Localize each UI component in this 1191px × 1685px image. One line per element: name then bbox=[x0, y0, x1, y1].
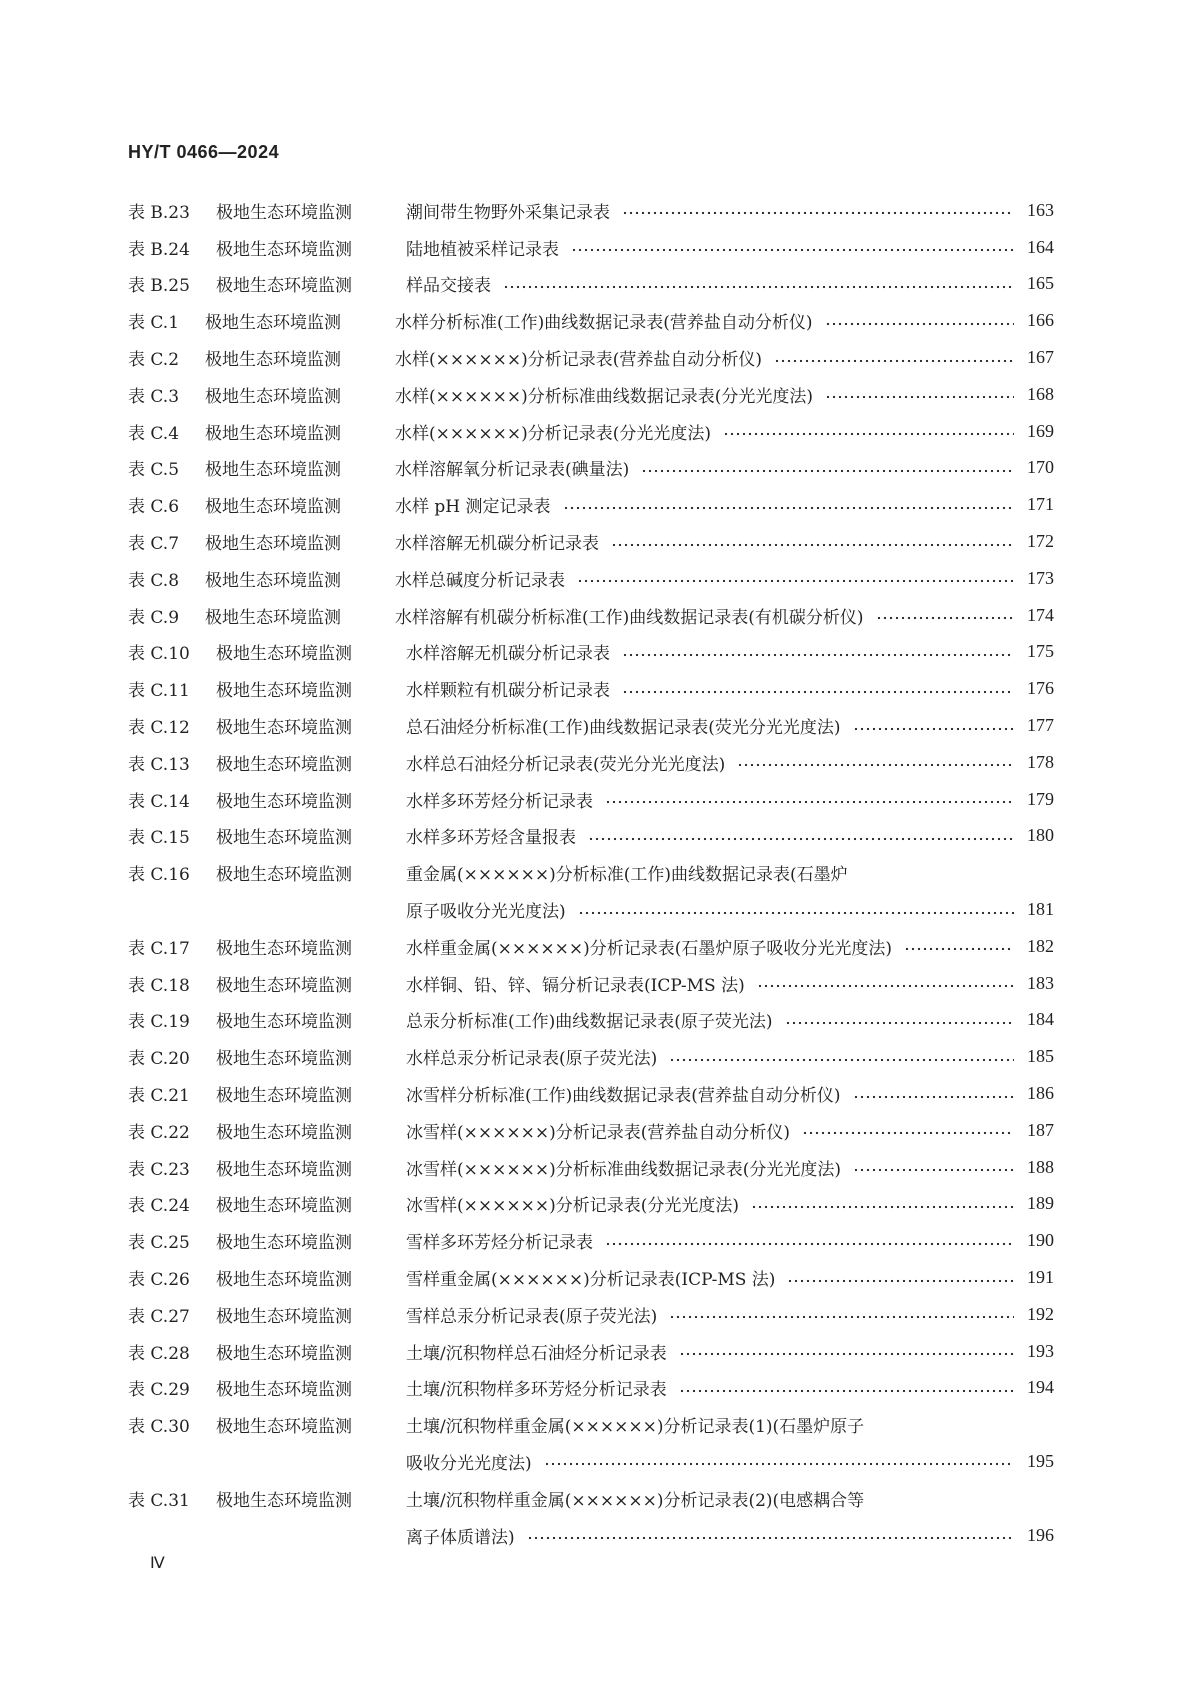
table-number: 表 C.10 bbox=[128, 644, 190, 665]
page-number: 194 bbox=[1027, 1377, 1054, 1398]
table-number: 表 C.15 bbox=[128, 828, 190, 849]
table-number: 表 C.29 bbox=[128, 1380, 190, 1401]
toc-entry[interactable] bbox=[128, 1186, 1054, 1223]
page-number: 185 bbox=[1027, 1046, 1054, 1067]
table-category: 极地生态环境监测 bbox=[216, 276, 352, 297]
table-category: 极地生态环境监测 bbox=[216, 681, 352, 702]
table-number: 表 C.18 bbox=[128, 975, 190, 996]
table-number: 表 C.31 bbox=[128, 1490, 190, 1511]
table-number: 表 C.1 bbox=[128, 313, 180, 334]
leader-dots bbox=[622, 211, 1014, 215]
leader-dots bbox=[787, 1279, 1014, 1283]
table-title: 土壤/沉积物样总石油烃分析记录表 bbox=[406, 1343, 667, 1364]
table-number: 表 C.14 bbox=[128, 791, 190, 812]
toc-entry[interactable] bbox=[128, 670, 1054, 707]
toc-line bbox=[128, 1002, 1054, 1039]
table-category: 极地生态环境监测 bbox=[216, 1049, 352, 1070]
toc-line bbox=[128, 1222, 1054, 1259]
toc-line bbox=[128, 339, 1054, 376]
table-category: 极地生态环境监测 bbox=[205, 350, 341, 371]
table-title: 离子体质谱法) bbox=[406, 1527, 515, 1548]
table-title: 水样 pH 测定记录表 bbox=[395, 497, 551, 518]
toc-entry[interactable] bbox=[128, 1112, 1054, 1149]
toc-entry[interactable] bbox=[128, 1370, 1054, 1407]
table-category: 极地生态环境监测 bbox=[216, 938, 352, 959]
leader-dots bbox=[669, 1315, 1014, 1319]
leader-dots bbox=[669, 1058, 1014, 1062]
table-title: 陆地植被采样记录表 bbox=[406, 239, 559, 260]
toc-entry[interactable] bbox=[128, 192, 1054, 229]
toc-entry[interactable] bbox=[128, 1149, 1054, 1186]
table-number: 表 C.8 bbox=[128, 570, 180, 591]
table-number: 表 C.30 bbox=[128, 1417, 190, 1438]
table-title: 水样铜、铅、锌、镉分析记录表(ICP-MS 法) bbox=[406, 975, 745, 996]
toc-line bbox=[128, 744, 1054, 781]
toc-line bbox=[128, 1296, 1054, 1333]
leader-dots bbox=[577, 579, 1014, 583]
page-number: 165 bbox=[1027, 273, 1054, 294]
table-title: 水样总石油烃分析记录表(荧光分光光度法) bbox=[406, 754, 726, 775]
table-title: 水样溶解无机碳分析记录表 bbox=[395, 534, 599, 555]
leader-dots bbox=[611, 543, 1014, 547]
toc-entry[interactable] bbox=[128, 1296, 1054, 1333]
table-category: 极地生态环境监测 bbox=[205, 386, 341, 407]
toc-line bbox=[128, 1038, 1054, 1075]
leader-dots bbox=[527, 1536, 1014, 1540]
table-title: 总石油烃分析标准(工作)曲线数据记录表(荧光分光光度法) bbox=[406, 718, 841, 739]
table-title: 冰雪样(××××××)分析记录表(营养盐自动分析仪) bbox=[406, 1122, 790, 1143]
table-title: 水样(××××××)分析记录表(分光光度法) bbox=[395, 423, 711, 444]
table-number: 表 B.25 bbox=[128, 276, 190, 297]
page-number: 191 bbox=[1027, 1267, 1054, 1287]
page-number: 167 bbox=[1027, 347, 1054, 368]
toc-line bbox=[128, 413, 1054, 450]
page-number: 177 bbox=[1027, 715, 1054, 736]
toc-line bbox=[128, 781, 1054, 818]
table-title: 潮间带生物野外采集记录表 bbox=[406, 202, 610, 223]
table-number: 表 C.25 bbox=[128, 1233, 190, 1254]
toc-line bbox=[128, 1333, 1054, 1370]
table-number: 表 B.23 bbox=[128, 202, 190, 223]
table-category: 极地生态环境监测 bbox=[216, 791, 352, 812]
table-category: 极地生态环境监测 bbox=[216, 975, 352, 996]
table-category: 极地生态环境监测 bbox=[205, 313, 341, 334]
table-category: 极地生态环境监测 bbox=[216, 1012, 352, 1033]
table-title: 水样(××××××)分析标准曲线数据记录表(分光光度法) bbox=[395, 386, 813, 407]
table-number: 表 C.6 bbox=[128, 497, 180, 518]
toc-entry[interactable] bbox=[128, 560, 1054, 597]
toc-entry[interactable] bbox=[128, 1222, 1054, 1259]
toc-line bbox=[128, 707, 1054, 744]
leader-dots bbox=[679, 1389, 1014, 1393]
table-category: 极地生态环境监测 bbox=[205, 607, 341, 628]
page-number: 189 bbox=[1027, 1193, 1054, 1214]
page-number: 179 bbox=[1027, 788, 1054, 809]
toc-line bbox=[128, 1517, 1054, 1554]
toc-line bbox=[128, 1075, 1054, 1112]
page-number: 166 bbox=[1027, 310, 1054, 331]
table-number: 表 C.13 bbox=[128, 754, 190, 775]
table-category: 极地生态环境监测 bbox=[216, 1490, 352, 1511]
table-title: 水样溶解氧分析记录表(碘量法) bbox=[395, 460, 630, 481]
page-number: 183 bbox=[1027, 972, 1054, 993]
table-category: 极地生态环境监测 bbox=[216, 1417, 352, 1438]
table-title: 水样多环芳烃分析记录表 bbox=[406, 791, 593, 812]
leader-dots bbox=[853, 1095, 1014, 1099]
table-number: 表 C.17 bbox=[128, 938, 190, 959]
toc-line bbox=[128, 486, 1054, 523]
leader-dots bbox=[503, 285, 1014, 289]
toc-line bbox=[128, 192, 1054, 229]
toc-line bbox=[128, 597, 1054, 634]
toc-line bbox=[128, 1406, 1054, 1443]
table-number: 表 C.28 bbox=[128, 1343, 190, 1364]
leader-dots bbox=[641, 469, 1014, 473]
page-number: 187 bbox=[1027, 1119, 1054, 1140]
page-folio: Ⅳ bbox=[150, 1555, 165, 1572]
table-number: 表 C.12 bbox=[128, 718, 190, 739]
leader-dots bbox=[904, 947, 1014, 951]
toc-entry[interactable] bbox=[128, 781, 1054, 818]
toc-entry[interactable] bbox=[128, 707, 1054, 744]
table-title: 土壤/沉积物样多环芳烃分析记录表 bbox=[406, 1380, 667, 1401]
toc-line bbox=[128, 302, 1054, 339]
leader-dots bbox=[825, 395, 1014, 399]
table-number: 表 C.5 bbox=[128, 460, 180, 481]
page-number: 188 bbox=[1027, 1156, 1054, 1177]
toc-line bbox=[128, 229, 1054, 266]
leader-dots bbox=[774, 359, 1014, 363]
toc-line bbox=[128, 634, 1054, 671]
toc-line bbox=[128, 928, 1054, 965]
table-category: 极地生态环境监测 bbox=[216, 1270, 352, 1290]
page-number: 171 bbox=[1027, 494, 1054, 515]
table-title: 水样多环芳烃含量报表 bbox=[406, 828, 576, 849]
table-number: 表 C.23 bbox=[128, 1159, 190, 1180]
table-category: 极地生态环境监测 bbox=[216, 239, 352, 260]
table-category: 极地生态环境监测 bbox=[216, 1086, 352, 1107]
leader-dots bbox=[622, 653, 1014, 657]
toc-line bbox=[128, 1186, 1054, 1223]
table-title: 水样总汞分析记录表(原子荧光法) bbox=[406, 1049, 658, 1070]
table-category: 极地生态环境监测 bbox=[205, 534, 341, 555]
table-category: 极地生态环境监测 bbox=[205, 423, 341, 444]
toc-entry[interactable] bbox=[128, 339, 1054, 376]
table-title: 水样分析标准(工作)曲线数据记录表(营养盐自动分析仪) bbox=[395, 313, 813, 334]
toc-entry[interactable] bbox=[128, 486, 1054, 523]
leader-dots bbox=[737, 763, 1014, 767]
page-number: 172 bbox=[1027, 531, 1054, 552]
page-number: 178 bbox=[1027, 751, 1054, 772]
toc-entry[interactable] bbox=[128, 450, 1054, 487]
table-number: 表 C.22 bbox=[128, 1122, 190, 1143]
page-number: 169 bbox=[1027, 420, 1054, 441]
table-title: 土壤/沉积物样重金属(××××××)分析记录表(2)(电感耦合等 bbox=[406, 1490, 865, 1511]
leader-dots bbox=[751, 1205, 1014, 1209]
table-number: 表 C.21 bbox=[128, 1086, 190, 1107]
table-category: 极地生态环境监测 bbox=[216, 865, 352, 886]
leader-dots bbox=[544, 1462, 1014, 1466]
document-header: HY/T 0466—2024 bbox=[128, 142, 280, 162]
table-title: 冰雪样(××××××)分析记录表(分光光度法) bbox=[406, 1196, 739, 1217]
leader-dots bbox=[825, 322, 1014, 326]
table-number: 表 C.7 bbox=[128, 534, 180, 555]
table-title: 水样溶解有机碳分析标准(工作)曲线数据记录表(有机碳分析仪) bbox=[395, 607, 864, 628]
table-number: 表 C.27 bbox=[128, 1306, 190, 1327]
table-category: 极地生态环境监测 bbox=[216, 202, 352, 223]
toc-line bbox=[128, 818, 1054, 855]
leader-dots bbox=[622, 690, 1014, 694]
table-category: 极地生态环境监测 bbox=[205, 460, 341, 481]
leader-dots bbox=[605, 800, 1014, 804]
page-number: 196 bbox=[1027, 1524, 1054, 1545]
table-title: 水样颗粒有机碳分析记录表 bbox=[406, 681, 610, 702]
toc-line bbox=[128, 1443, 1054, 1480]
table-number: 表 C.24 bbox=[128, 1196, 190, 1217]
toc-line bbox=[128, 560, 1054, 597]
toc-line bbox=[128, 523, 1054, 560]
page-number: 184 bbox=[1027, 1009, 1054, 1030]
leader-dots bbox=[588, 837, 1014, 841]
toc-line bbox=[128, 1259, 1054, 1296]
page-number: 175 bbox=[1027, 641, 1054, 662]
table-title: 水样溶解无机碳分析记录表 bbox=[406, 644, 610, 665]
toc-entry[interactable] bbox=[128, 266, 1054, 303]
table-title: 原子吸收分光光度法) bbox=[406, 902, 566, 923]
toc-entry[interactable] bbox=[128, 1075, 1054, 1112]
page-number: 182 bbox=[1027, 935, 1054, 956]
toc-entry[interactable] bbox=[128, 1259, 1054, 1296]
table-number: 表 C.2 bbox=[128, 350, 180, 371]
toc-entry[interactable] bbox=[128, 413, 1054, 450]
table-category: 极地生态环境监测 bbox=[205, 497, 341, 518]
table-category: 极地生态环境监测 bbox=[216, 1380, 352, 1401]
table-number: 表 C.20 bbox=[128, 1049, 190, 1070]
toc-line bbox=[128, 266, 1054, 303]
table-category: 极地生态环境监测 bbox=[216, 1233, 352, 1254]
toc-entry[interactable] bbox=[128, 1333, 1054, 1370]
toc-entry[interactable] bbox=[128, 302, 1054, 339]
toc-line bbox=[128, 376, 1054, 413]
toc-line bbox=[128, 1112, 1054, 1149]
table-category: 极地生态环境监测 bbox=[216, 1122, 352, 1143]
table-category: 极地生态环境监测 bbox=[216, 754, 352, 775]
table-category: 极地生态环境监测 bbox=[216, 828, 352, 849]
table-title: 冰雪样(××××××)分析标准曲线数据记录表(分光光度法) bbox=[406, 1159, 841, 1180]
toc-entry[interactable] bbox=[128, 1002, 1054, 1039]
table-number: 表 C.9 bbox=[128, 607, 180, 628]
leader-dots bbox=[853, 727, 1014, 731]
table-category: 极地生态环境监测 bbox=[216, 644, 352, 665]
table-title: 冰雪样分析标准(工作)曲线数据记录表(营养盐自动分析仪) bbox=[406, 1086, 841, 1107]
toc-entry[interactable] bbox=[128, 928, 1054, 965]
toc-entry[interactable] bbox=[128, 965, 1054, 1002]
page-number: 181 bbox=[1027, 899, 1054, 920]
table-number: 表 C.26 bbox=[128, 1270, 190, 1290]
toc-line bbox=[128, 854, 1054, 891]
table-number: 表 B.24 bbox=[128, 239, 190, 260]
table-number: 表 C.3 bbox=[128, 386, 180, 407]
table-title: 水样总碱度分析记录表 bbox=[395, 570, 565, 591]
leader-dots bbox=[757, 984, 1014, 988]
page-number: 163 bbox=[1027, 199, 1054, 220]
toc-entry[interactable] bbox=[128, 229, 1054, 266]
page-number: 168 bbox=[1027, 383, 1054, 404]
table-category: 极地生态环境监测 bbox=[216, 1306, 352, 1327]
leader-dots bbox=[802, 1131, 1014, 1135]
page-number: 193 bbox=[1027, 1340, 1054, 1361]
table-title: 样品交接表 bbox=[406, 276, 491, 297]
leader-dots bbox=[853, 1168, 1014, 1172]
page-number: 174 bbox=[1027, 604, 1054, 625]
toc-line bbox=[128, 1370, 1054, 1407]
toc-line bbox=[128, 670, 1054, 707]
leader-dots bbox=[723, 432, 1014, 436]
table-title: 土壤/沉积物样重金属(××××××)分析记录表(1)(石墨炉原子 bbox=[406, 1417, 865, 1438]
table-title: 总汞分析标准(工作)曲线数据记录表(原子荧光法) bbox=[406, 1012, 773, 1033]
table-title: 水样重金属(××××××)分析记录表(石墨炉原子吸收分光光度法) bbox=[406, 938, 892, 959]
toc-entry[interactable] bbox=[128, 523, 1054, 560]
leader-dots bbox=[679, 1352, 1014, 1356]
table-category: 极地生态环境监测 bbox=[216, 1343, 352, 1364]
leader-dots bbox=[605, 1242, 1014, 1246]
toc-entry[interactable] bbox=[128, 634, 1054, 671]
page-number: 190 bbox=[1027, 1230, 1054, 1251]
leader-dots bbox=[578, 911, 1014, 915]
table-category: 极地生态环境监测 bbox=[205, 570, 341, 591]
leader-dots bbox=[785, 1021, 1014, 1025]
table-number: 表 C.4 bbox=[128, 423, 180, 444]
toc-entry[interactable] bbox=[128, 597, 1054, 634]
toc-line bbox=[128, 891, 1054, 928]
table-category: 极地生态环境监测 bbox=[216, 1196, 352, 1217]
toc-line bbox=[128, 450, 1054, 487]
leader-dots bbox=[876, 616, 1014, 620]
table-category: 极地生态环境监测 bbox=[216, 718, 352, 739]
table-number: 表 C.11 bbox=[128, 681, 190, 702]
page-number: 186 bbox=[1027, 1083, 1054, 1104]
toc-line bbox=[128, 1149, 1054, 1186]
table-title: 重金属(××××××)分析标准(工作)曲线数据记录表(石墨炉 bbox=[406, 865, 848, 886]
table-of-contents bbox=[128, 192, 1054, 1553]
page-number: 192 bbox=[1027, 1303, 1054, 1324]
page-number: 176 bbox=[1027, 678, 1054, 699]
toc-entry[interactable] bbox=[128, 1480, 1054, 1554]
toc-line bbox=[128, 1480, 1054, 1517]
page-number: 173 bbox=[1027, 567, 1054, 588]
page-number: 170 bbox=[1027, 457, 1054, 478]
leader-dots bbox=[563, 506, 1014, 510]
table-title: 雪样重金属(××××××)分析记录表(ICP-MS 法) bbox=[406, 1270, 776, 1290]
toc-entry[interactable] bbox=[128, 1038, 1054, 1075]
toc-line bbox=[128, 965, 1054, 1002]
toc-entry[interactable] bbox=[128, 1406, 1054, 1480]
toc-entry[interactable] bbox=[128, 376, 1054, 413]
toc-entry[interactable] bbox=[128, 818, 1054, 855]
table-title: 吸收分光光度法) bbox=[406, 1453, 532, 1474]
page-number: 195 bbox=[1027, 1450, 1054, 1471]
toc-entry[interactable] bbox=[128, 744, 1054, 781]
table-number: 表 C.19 bbox=[128, 1012, 190, 1033]
table-title: 雪样多环芳烃分析记录表 bbox=[406, 1233, 593, 1254]
page-number: 180 bbox=[1027, 825, 1054, 846]
table-title: 雪样总汞分析记录表(原子荧光法) bbox=[406, 1306, 658, 1327]
table-category: 极地生态环境监测 bbox=[216, 1159, 352, 1180]
leader-dots bbox=[571, 248, 1014, 252]
table-number: 表 C.16 bbox=[128, 865, 190, 886]
toc-entry[interactable] bbox=[128, 854, 1054, 928]
table-title: 水样(××××××)分析记录表(营养盐自动分析仪) bbox=[395, 350, 762, 371]
page-number: 164 bbox=[1027, 236, 1054, 257]
